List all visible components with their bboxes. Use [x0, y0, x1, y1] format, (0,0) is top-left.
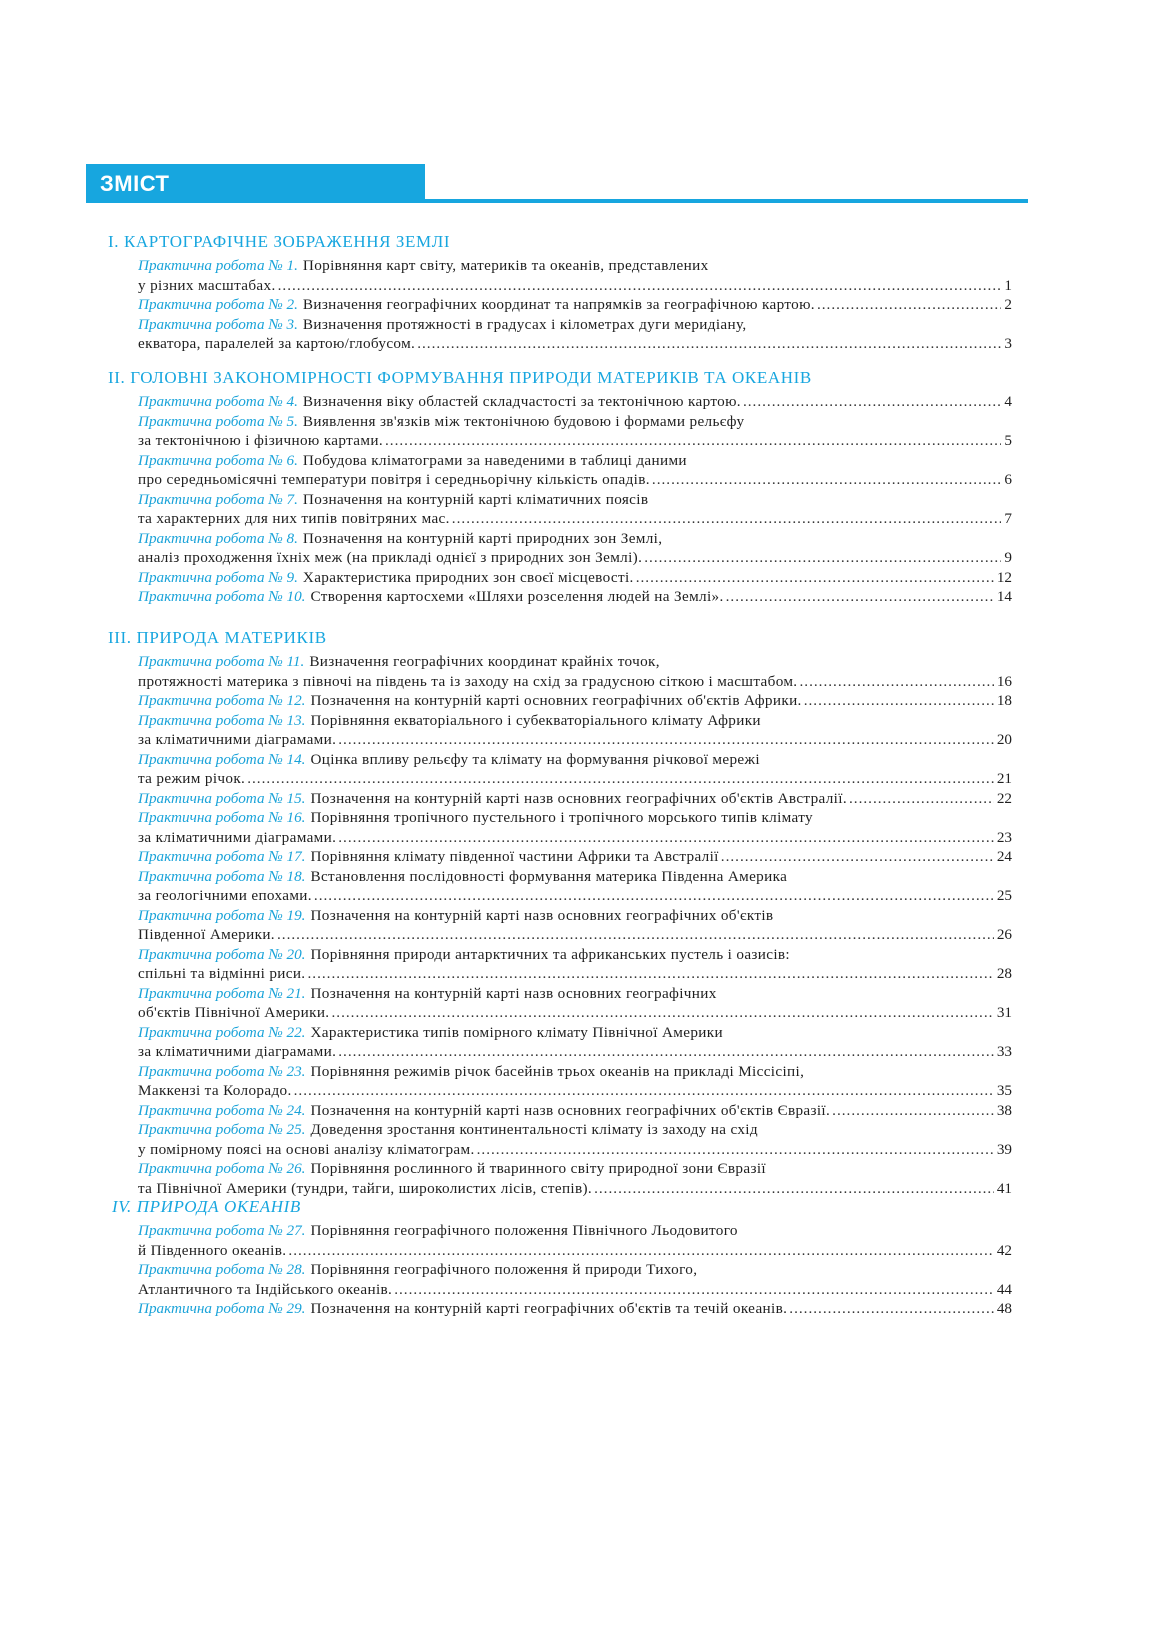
toc-entry-continuation[interactable] — [138, 886, 1012, 906]
entry-label: Практична робота № 9. — [138, 568, 298, 586]
leader-dots — [594, 1179, 994, 1199]
entry-title-continued: та режим річок. — [138, 770, 246, 787]
toc-entry-continuation[interactable] — [138, 1140, 1012, 1160]
leader-dots — [307, 964, 993, 984]
toc-entry[interactable] — [138, 1159, 1012, 1179]
toc-entry-continuation[interactable] — [138, 334, 1012, 354]
toc-entry-continuation[interactable] — [138, 730, 1012, 750]
entry-label: Практична робота № 6. — [138, 451, 298, 469]
entry-title: Порівняння природи антарктичних та африканських пустель і оазисів: — [310, 945, 790, 963]
entry-label: Практична робота № 16. — [138, 809, 306, 826]
entry-title: Позначення на контурній карті назв основних географічних об'єктів Євразії. — [310, 1101, 831, 1119]
entry-title-continued: про середньомісячні температури повітря і середньорічну кількість опадів. — [138, 471, 650, 488]
toc-entry[interactable] — [138, 867, 1012, 887]
toc-entry-continuation[interactable] — [138, 828, 1012, 848]
leader-dots — [644, 548, 1001, 568]
toc-entry[interactable] — [138, 295, 1012, 315]
toc-entry-continuation[interactable] — [138, 1081, 1012, 1101]
page-number: 2 — [1004, 296, 1012, 313]
entry-title: Оцінка впливу рельєфу та клімату на формування річкової мережі — [310, 750, 760, 768]
entry-label: Практична робота № 7. — [138, 490, 298, 508]
leader-dots — [385, 431, 1001, 451]
entry-title: Порівняння клімату південної частини Африки та Австралії — [310, 848, 719, 865]
entry-title: Позначення на контурній карті кліматичних поясів — [302, 490, 649, 508]
entry-title-continued: й Південного океанів. — [138, 1241, 287, 1259]
entry-label: Практична робота № 18. — [138, 867, 306, 885]
page-number: 44 — [996, 1280, 1012, 1298]
leader-dots — [288, 1241, 993, 1261]
toc-entry-continuation[interactable] — [138, 672, 1012, 692]
title-underline — [86, 199, 1028, 203]
entry-label: Практична робота № 20. — [138, 945, 306, 963]
leader-dots — [278, 276, 1002, 296]
entry-label: Практична робота № 14. — [138, 750, 306, 768]
toc-entry[interactable] — [138, 750, 1012, 770]
page-number: 5 — [1004, 432, 1012, 449]
leader-dots — [417, 334, 1001, 354]
entry-title: Побудова кліматограми за наведеними в таблиці даними — [302, 451, 687, 469]
entry-label: Практична робота № 12. — [138, 692, 306, 709]
toc-entry[interactable] — [138, 1260, 1012, 1280]
leader-dots — [849, 789, 994, 809]
toc-entry[interactable] — [138, 1023, 1012, 1043]
leader-dots — [338, 730, 994, 750]
leader-dots — [817, 295, 1001, 315]
entry-title-continued: у різних масштабах. — [138, 276, 276, 294]
entry-title: Порівняння географічного положення й природи Тихого, — [310, 1261, 698, 1278]
entry-label: Практична робота № 11. — [138, 653, 305, 670]
toc-entry[interactable] — [138, 568, 1012, 588]
page-number: 28 — [996, 965, 1012, 982]
entry-label: Практична робота № 26. — [138, 1160, 306, 1177]
toc-entry[interactable] — [138, 587, 1012, 607]
entry-title-continued: за геологічними епохами. — [138, 887, 312, 904]
toc-entry[interactable] — [138, 945, 1012, 965]
toc-entry-continuation[interactable] — [138, 964, 1012, 984]
entry-title: Порівняння географічного положення Північного Льодовитого — [310, 1222, 738, 1239]
toc-entry[interactable] — [138, 789, 1012, 809]
entry-title-continued: протяжності материка з півночі на південь та із заходу на схід за градусною сіткою і масштабом. — [138, 672, 798, 690]
entry-title: Визначення географічних координат та напрямків за географічною картою. — [302, 296, 815, 313]
entry-title-continued: Атлантичного та Індійського океанів. — [138, 1280, 393, 1298]
section-heading: III. ПРИРОДА МАТЕРИКІВ — [108, 628, 327, 647]
toc-entry-continuation[interactable] — [138, 1179, 1012, 1199]
entry-title: Виявлення зв'язків між тектонічною будовою і формами рельєфу — [302, 412, 745, 430]
section-heading: I. КАРТОГРАФІЧНЕ ЗОБРАЖЕННЯ ЗЕМЛІ — [108, 232, 451, 251]
leader-dots — [743, 392, 1001, 412]
entry-title: Позначення на контурній карті назв основних географічних об'єктів Австралії. — [310, 789, 847, 807]
page-number: 16 — [996, 672, 1012, 690]
toc-entry[interactable] — [138, 691, 1012, 711]
entry-title-continued: аналіз проходження їхніх меж (на прикладі однієї з природних зон Землі). — [138, 549, 643, 566]
section-heading: IV. ПРИРОДА ОКЕАНІВ — [112, 1197, 301, 1216]
page-header — [86, 164, 1028, 204]
entry-title-continued: за кліматичними діаграмами. — [138, 731, 337, 748]
entry-title: Визначення протяжності в градусах і кілометрах дуги меридіану, — [302, 315, 747, 333]
entry-label: Практична робота № 24. — [138, 1101, 306, 1119]
page-number: 23 — [996, 828, 1012, 846]
toc-entry[interactable] — [138, 529, 1012, 549]
leader-dots — [314, 886, 994, 906]
toc-entry-continuation[interactable] — [138, 925, 1012, 945]
entry-title-continued: за тектонічною і фізичною картами. — [138, 432, 383, 449]
page-number: 6 — [1004, 471, 1012, 488]
toc-entry[interactable] — [138, 711, 1012, 731]
page-title: ЗМІСТ — [100, 171, 170, 196]
leader-dots — [652, 470, 1002, 490]
toc-entry[interactable] — [138, 984, 1012, 1004]
entry-title-continued: та Північної Америки (тундри, тайги, широколистих лісів, степів). — [138, 1179, 593, 1197]
entry-label: Практична робота № 1. — [138, 257, 298, 274]
page-number: 14 — [996, 588, 1012, 605]
page-number: 22 — [996, 789, 1012, 807]
entry-label: Практична робота № 25. — [138, 1121, 306, 1138]
entry-title-continued: у помірному поясі на основі аналізу кліматограм. — [138, 1140, 475, 1158]
page-number: 31 — [996, 1004, 1012, 1021]
leader-dots — [338, 1042, 994, 1062]
entry-title: Визначення географічних координат крайніх точок, — [309, 653, 660, 670]
leader-dots — [804, 691, 994, 711]
entry-label: Практична робота № 10. — [138, 588, 306, 605]
toc-entry[interactable] — [138, 256, 1012, 276]
page-number: 33 — [996, 1043, 1012, 1060]
entry-label: Практична робота № 8. — [138, 529, 298, 547]
toc-entry-continuation[interactable] — [138, 1042, 1012, 1062]
page-number: 41 — [996, 1179, 1012, 1197]
toc-entry[interactable] — [138, 412, 1012, 432]
toc-entry[interactable] — [138, 392, 1012, 412]
entry-title: Характеристика природних зон своєї місцевості. — [302, 568, 634, 586]
leader-dots — [789, 1299, 994, 1319]
toc-entry-continuation[interactable] — [138, 509, 1012, 529]
entry-title-continued: об'єктів Північної Америки. — [138, 1004, 330, 1021]
toc-entry-continuation[interactable] — [138, 470, 1012, 490]
page-number: 24 — [996, 848, 1012, 865]
toc-entry-continuation[interactable] — [138, 769, 1012, 789]
toc-entry[interactable] — [138, 808, 1012, 828]
entry-label: Практична робота № 3. — [138, 315, 298, 333]
leader-dots — [799, 672, 993, 692]
entry-label: Практична робота № 19. — [138, 906, 306, 924]
page-number: 21 — [996, 770, 1012, 787]
entry-title-continued: за кліматичними діаграмами. — [138, 1043, 337, 1060]
entry-label: Практична робота № 5. — [138, 412, 298, 430]
entry-title-continued: спільні та відмінні риси. — [138, 965, 306, 982]
page-number: 18 — [996, 692, 1012, 709]
entry-title: Доведення зростання континентальності клімату із заходу на схід — [310, 1121, 758, 1138]
toc-entry[interactable] — [138, 1062, 1012, 1082]
entry-label: Практична робота № 29. — [138, 1300, 306, 1317]
leader-dots — [636, 568, 994, 588]
page-number: 25 — [996, 887, 1012, 904]
entry-title: Створення картосхеми «Шляхи розселення людей на Землі». — [310, 588, 724, 605]
toc-entry[interactable] — [138, 847, 1012, 867]
entry-label: Практична робота № 4. — [138, 393, 298, 410]
entry-title-continued: та характерних для них типів повітряних мас. — [138, 510, 450, 527]
entry-title: Позначення на контурній карті назв основних географічних — [310, 984, 717, 1002]
page-number: 48 — [996, 1300, 1012, 1317]
toc-entry-continuation[interactable] — [138, 1003, 1012, 1023]
toc-entry-continuation[interactable] — [138, 1280, 1012, 1300]
leader-dots — [832, 1101, 994, 1121]
leader-dots — [247, 769, 994, 789]
page-number: 7 — [1004, 510, 1012, 527]
toc-entry-continuation[interactable] — [138, 276, 1012, 296]
page-number: 39 — [996, 1140, 1012, 1158]
title-box — [86, 164, 425, 201]
page-number: 35 — [996, 1082, 1012, 1099]
entry-label: Практична робота № 17. — [138, 848, 306, 865]
toc-entry[interactable] — [138, 1101, 1012, 1121]
entry-title: Позначення на контурній карті основних географічних об'єктів Африки. — [310, 692, 802, 709]
page-number: 26 — [996, 926, 1012, 943]
entry-title-continued: екватора, паралелей за картою/глобусом. — [138, 335, 416, 352]
entry-label: Практична робота № 13. — [138, 711, 306, 729]
entry-title: Позначення на контурній карті природних зон Землі, — [302, 529, 663, 547]
entry-title: Позначення на контурній карті назв основних географічних об'єктів — [310, 906, 774, 924]
entry-title: Порівняння карт світу, материків та океанів, представлених — [302, 257, 709, 274]
entry-title: Характеристика типів помірного клімату Північної Америки — [310, 1023, 723, 1041]
toc-entry[interactable] — [138, 1221, 1012, 1241]
entry-label: Практична робота № 27. — [138, 1222, 306, 1239]
entry-title: Позначення на контурній карті географічних об'єктів та течій океанів. — [310, 1300, 788, 1317]
entry-title-continued: Маккензі та Колорадо. — [138, 1082, 292, 1099]
page-number: 1 — [1004, 276, 1012, 294]
toc-entry[interactable] — [138, 315, 1012, 335]
page-number: 9 — [1004, 549, 1012, 566]
toc-entry[interactable] — [138, 490, 1012, 510]
toc-entry[interactable] — [138, 1120, 1012, 1140]
leader-dots — [294, 1081, 994, 1101]
leader-dots — [277, 925, 994, 945]
toc-entry[interactable] — [138, 652, 1012, 672]
leader-dots — [394, 1280, 994, 1300]
entry-label: Практична робота № 23. — [138, 1062, 306, 1080]
page-number: 3 — [1004, 335, 1012, 352]
leader-dots — [338, 828, 994, 848]
leader-dots — [477, 1140, 994, 1160]
toc-entry-continuation[interactable] — [138, 1241, 1012, 1261]
leader-dots — [721, 847, 994, 867]
page-number: 12 — [996, 568, 1012, 586]
page-number: 20 — [996, 731, 1012, 748]
entry-label: Практична робота № 28. — [138, 1261, 306, 1278]
leader-dots — [452, 509, 1002, 529]
toc-entry[interactable] — [138, 1299, 1012, 1319]
entry-label: Практична робота № 2. — [138, 296, 298, 313]
section-heading: II. ГОЛОВНІ ЗАКОНОМІРНОСТІ ФОРМУВАННЯ ПРИРОДИ МАТЕРИКІВ ТА ОКЕАНІВ — [108, 368, 812, 387]
entry-label: Практична робота № 15. — [138, 789, 306, 807]
page-number: 38 — [996, 1101, 1012, 1119]
entry-title: Порівняння екваторіального і субекваторіального клімату Африки — [310, 711, 761, 729]
leader-dots — [331, 1003, 993, 1023]
entry-label: Практична робота № 21. — [138, 984, 306, 1002]
page-number: 4 — [1004, 393, 1012, 410]
entry-title-continued: за кліматичними діаграмами. — [138, 828, 337, 846]
entry-title: Визначення віку областей складчастості за тектонічною картою. — [302, 393, 741, 410]
entry-label: Практична робота № 22. — [138, 1023, 306, 1041]
entry-title-continued: Південної Америки. — [138, 926, 275, 943]
entry-title: Порівняння режимів річок басейнів трьох океанів на прикладі Міссісіпі, — [310, 1062, 805, 1080]
toc-entry-continuation[interactable] — [138, 431, 1012, 451]
toc-entry[interactable] — [138, 451, 1012, 471]
entry-title: Порівняння тропічного пустельного і тропічного морського типів клімату — [310, 809, 813, 826]
entry-title: Порівняння рослинного й тваринного світу природної зони Євразії — [310, 1160, 766, 1177]
entry-title: Встановлення послідовності формування материка Південна Америка — [310, 867, 788, 885]
toc-entry[interactable] — [138, 906, 1012, 926]
page-number: 42 — [996, 1241, 1012, 1259]
toc-entry-continuation[interactable] — [138, 548, 1012, 568]
leader-dots — [726, 587, 994, 607]
